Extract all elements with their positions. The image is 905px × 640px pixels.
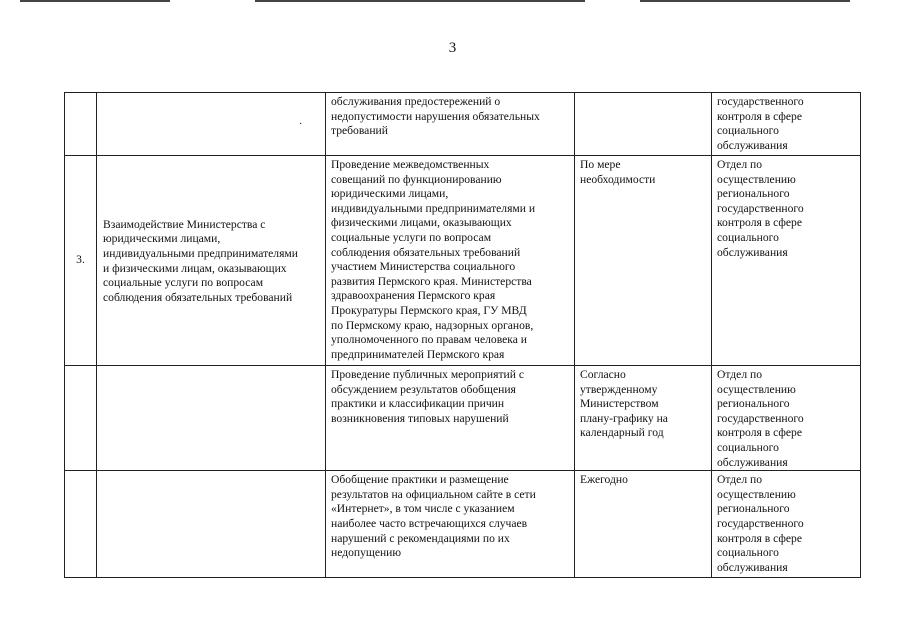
description-cell — [97, 471, 326, 578]
description-cell — [97, 93, 326, 156]
regulation-table — [64, 92, 861, 578]
executor-cell: Отдел по осуществлению регионального государственного контроля в сфере социального обслуживания — [712, 156, 861, 366]
row-number-cell — [65, 93, 97, 156]
measure-cell: Проведение межведомственных совещаний по функционированию юридическими лицами, индивидуальными предпринимателями и физическими лицами, оказывающих социальные услуги по вопросам соблюдения обязательных требований участием Министерства социального развития Пермского края. Министерства здравоохранения Пермского края Прокуратуры Пермского края, ГУ МВД по Пермскому краю, надзорных органов, уполномоченного по правам человека и предпринимателей Пермского края — [326, 156, 575, 366]
row-number-cell — [65, 471, 97, 578]
table-row — [65, 471, 861, 578]
table-row — [65, 93, 861, 156]
measure-cell: обслуживания предостережений о недопустимости нарушения обязательных требований — [326, 93, 575, 156]
description-cell — [97, 366, 326, 471]
scan-edge-left — [20, 0, 170, 2]
page-number: 3 — [448, 40, 457, 56]
table-row — [65, 366, 861, 471]
term-cell: По мере необходимости — [575, 156, 712, 366]
table-row — [65, 156, 861, 366]
executor-cell: государственного контроля в сфере социального обслуживания — [712, 93, 861, 156]
description-cell: Взаимодействие Министерства с юридическими лицами, индивидуальными предпринимателями и физическими лицам, оказывающих социальные услуги по вопросам соблюдения обязательных требований — [97, 156, 326, 366]
measure-cell: Проведение публичных мероприятий с обсуждением результатов обобщения практики и классификации причин возникновения типовых нарушений — [326, 366, 575, 471]
scan-dot: · — [299, 119, 303, 131]
executor-cell: Отдел по осуществлению регионального государственного контроля в сфере социального обслуживания — [712, 366, 861, 471]
scan-edge-right — [640, 0, 850, 2]
row-number-cell: 3. — [65, 156, 97, 366]
row-number-cell — [65, 366, 97, 471]
term-cell: Согласно утвержденному Министерством плану-графику на календарный год — [575, 366, 712, 471]
term-cell — [575, 93, 712, 156]
scan-edge-middle — [255, 0, 585, 2]
executor-cell: Отдел по осуществлению регионального государственного контроля в сфере социального обслуживания — [712, 471, 861, 578]
term-cell: Ежегодно — [575, 471, 712, 578]
measure-cell: Обобщение практики и размещение результатов на официальном сайте в сети «Интернет», в том числе с указанием наиболее часто встречающихся случаев нарушений с рекомендациями по их недопущению — [326, 471, 575, 578]
